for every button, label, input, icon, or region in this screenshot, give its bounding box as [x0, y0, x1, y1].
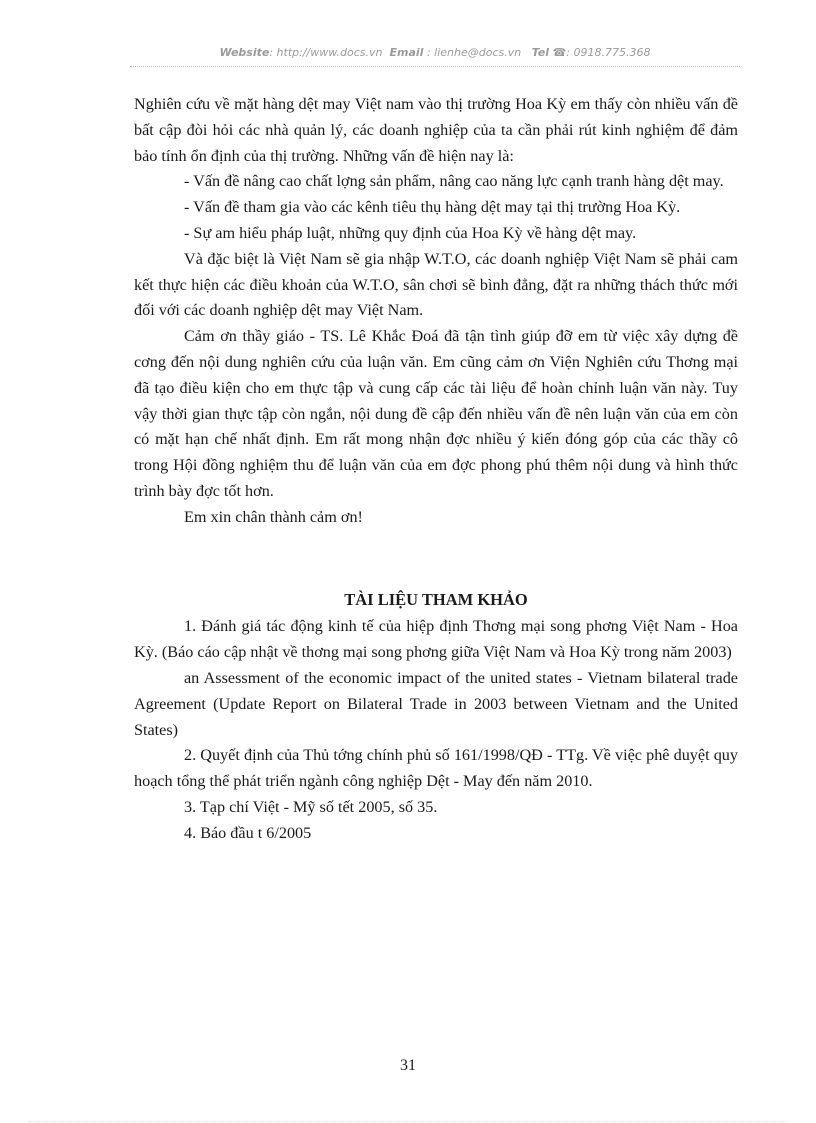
footer-divider	[28, 1121, 788, 1122]
body-paragraph: - Sự am hiểu pháp luật, những quy định của Hoa Kỳ về hàng dệt may.	[184, 223, 637, 242]
references-title: TÀI LIỆU THAM KHẢO	[344, 589, 528, 609]
body-paragraph: Nghiên cứu về mặt hàng dệt may Việt nam vào thị trường Hoa Kỳ em thấy còn nhiều vấn đề bất cập đòi hỏi các nhà quản lý, các doanh nghiệp của ta cần phải rút kinh nghiệm để đảm bảo tính ổn định của thị trường. Những vấn đề hiện nay là:	[134, 95, 738, 165]
reference-item: 2. Quyết định của Thủ tớng chính phủ số 161/1998/QĐ - TTg. Về việc phê duyệt quy hoạch tổng thể phát triển ngành công nghiệp Dệt - May đến năm 2010.	[134, 746, 738, 791]
body-paragraph: - Vấn đề nâng cao chất lợng sản phẩm, nâng cao năng lực cạnh tranh hàng dệt may.	[184, 172, 724, 191]
page-number: 31	[400, 1057, 416, 1074]
body-paragraph: Và đặc biệt là Việt Nam sẽ gia nhập W.T.O, các doanh nghiệp Việt Nam sẽ phải cam kết thực hiện các điều khoản của W.T.O, sân chơi sẽ bình đẳng, đặt ra những thách thức mới đối với các doanh nghiệp dệt may Việt Nam.	[134, 249, 738, 320]
website-label: Website	[219, 46, 270, 59]
reference-item: 3. Tạp chí Việt - Mỹ số tết 2005, số 35.	[184, 797, 438, 816]
body-paragraph: - Vấn đề tham gia vào các kênh tiêu thụ hàng dệt may tại thị trường Hoa Kỳ.	[184, 198, 681, 217]
page-header	[130, 46, 740, 59]
website-value: : http://www.docs.vn	[269, 46, 383, 59]
reference-item: an Assessment of the economic impact of the united states - Vietnam bilateral trade Agreement (Update Report on Bilateral Trade in 2003 between Vietnam and the United States)	[134, 668, 738, 739]
reference-item: 4. Báo đầu t 6/2005	[184, 823, 312, 842]
closing-line: Em xin chân thành cảm ơn!	[184, 507, 363, 526]
reference-item: 1. Đánh giá tác động kinh tế của hiệp định Thơng mại song phơng Việt Nam - Hoa Kỳ. (Báo cáo cập nhật về thơng mại song phơng giữa Việt Nam và Hoa Kỳ trong năm 2003)	[134, 617, 738, 662]
body-paragraph: Cảm ơn thầy giáo - TS. Lê Khắc Đoá đã tận tình giúp đỡ em từ việc xây dựng đề cơng đến nội dung nghiên cứu của luận văn. Em cũng cảm ơn Viện Nghiên cứu Thơng mại đã tạo điều kiện cho em thực tập và cung cấp các tài liệu để hoàn chỉnh luận văn này. Tuy vậy thời gian thực tập còn ngắn, nội dung đề cập đến nhiều vấn đề nên luận văn của em còn có mặt hạn chế nhất định. Em rất mong nhận đợc nhiều ý kiến đóng góp của các thầy cô trong Hội đồng nghiệm thu để luận văn của em đợc phong phú thêm nội dung và hình thức trình bày đợc tốt hơn.	[134, 327, 738, 500]
phone-icon: ☎	[552, 46, 567, 59]
tel-label: Tel	[531, 46, 550, 59]
header-divider	[130, 66, 740, 67]
tel-value: : 0918.775.368	[566, 46, 651, 59]
email-label: Email	[389, 46, 424, 59]
document-body	[134, 92, 738, 847]
email-value: : lienhe@docs.vn	[423, 46, 522, 59]
